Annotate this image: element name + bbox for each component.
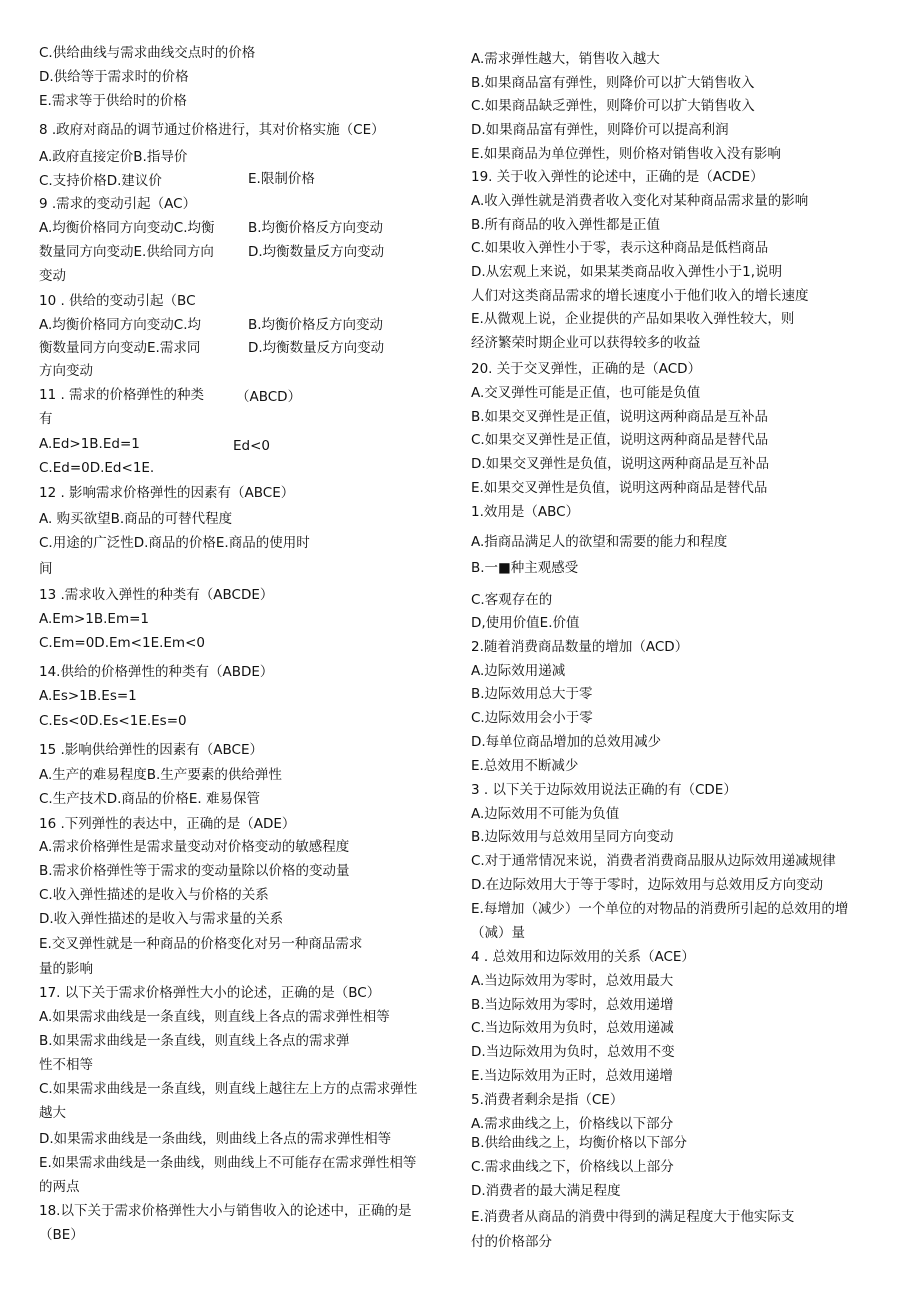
right-line-5: E.如果商品为单位弹性，则价格对销售收入没有影响 — [471, 146, 781, 162]
right-line-28: C.边际效用会小于零 — [471, 710, 593, 726]
right-line-30: E.总效用不断减少 — [471, 758, 579, 774]
right-line-2: B.如果商品富有弹性，则降价可以扩大销售收入 — [471, 75, 755, 91]
left-line-49: 性不相等 — [39, 1057, 93, 1073]
left-line-24: Ed<0 — [233, 438, 270, 454]
left-line-27: A. 购买欲望B.商品的可替代程度 — [39, 511, 233, 527]
left-line-42: C.收入弹性描述的是收入与价格的关系 — [39, 887, 269, 903]
right-line-24: D,使用价值E.价值 — [471, 615, 580, 631]
left-line-3: E.需求等于供给时的价格 — [39, 93, 187, 109]
right-line-31: 3 . 以下关于边际效用说法正确的有（CDE） — [471, 782, 737, 798]
right-line-21: A.指商品满足人的欲望和需要的能力和程度 — [471, 534, 728, 550]
right-line-19: E.如果交叉弹性是负值，说明这两种商品是替代品 — [471, 480, 768, 496]
left-line-51: 越大 — [39, 1105, 66, 1121]
left-line-28: C.用途的广泛性D.商品的价格E.商品的使用时 — [39, 535, 310, 551]
left-line-47: A.如果需求曲线是一条直线，则直线上各点的需求弹性相等 — [39, 1009, 390, 1025]
right-line-46: B.供给曲线之上，均衡价格以下部分 — [471, 1135, 688, 1151]
left-line-45: 量的影响 — [39, 961, 93, 977]
left-line-54: 的两点 — [39, 1179, 80, 1195]
left-line-32: C.Em=0D.Em<1E.Em<0 — [39, 635, 205, 651]
right-line-15: A.交叉弹性可能是正值，也可能是负值 — [471, 385, 701, 401]
left-line-14: 10 . 供给的变动引起（BC — [39, 293, 196, 309]
right-line-13: 经济繁荣时期企业可以获得较多的收益 — [471, 335, 701, 351]
right-line-45: A.需求曲线之上，价格线以下部分 — [471, 1116, 674, 1132]
left-line-16: B.均衡价格反方向变动 — [248, 317, 384, 333]
left-line-12: D.均衡数量反方向变动 — [248, 244, 385, 260]
right-line-6: 19. 关于收入弹性的论述中，正确的是（ACDE） — [471, 169, 764, 185]
right-line-35: D.在边际效用大于等于零时，边际效用与总效用反方向变动 — [471, 877, 824, 893]
left-line-37: A.生产的难易程度B.生产要素的供给弹性 — [39, 767, 282, 783]
left-line-35: C.Es<0D.Es<1E.Es=0 — [39, 713, 187, 729]
left-line-46: 17. 以下关于需求价格弹性大小的论述，正确的是（BC） — [39, 985, 381, 1001]
left-line-2: D.供给等于需求时的价格 — [39, 69, 189, 85]
right-line-39: A.当边际效用为零时，总效用最大 — [471, 973, 674, 989]
right-line-33: B.边际效用与总效用呈同方向变动 — [471, 829, 674, 845]
left-line-18: D.均衡数量反方向变动 — [248, 340, 385, 356]
left-line-1: C.供给曲线与需求曲线交点时的价格 — [39, 45, 256, 61]
left-line-33: 14.供给的价格弹性的种类有（ABDE） — [39, 664, 274, 680]
right-line-49: E.消费者从商品的消费中得到的满足程度大于他实际支 — [471, 1209, 795, 1225]
left-line-40: A.需求价格弹性是需求量变动对价格变动的敏感程度 — [39, 839, 350, 855]
right-line-14: 20. 关于交叉弹性，正确的是（ACD） — [471, 361, 702, 377]
right-line-48: D.消费者的最大满足程度 — [471, 1183, 621, 1199]
left-line-6: C.支持价格D.建议价 — [39, 173, 162, 189]
right-line-16: B.如果交叉弹性是正值，说明这两种商品是互补品 — [471, 409, 769, 425]
right-line-4: D.如果商品富有弹性，则降价可以提高利润 — [471, 122, 729, 138]
right-line-32: A.边际效用不可能为负值 — [471, 806, 620, 822]
left-line-25: C.Ed=0D.Ed<1E. — [39, 460, 155, 476]
right-line-12: E.从微观上说，企业提供的产品如果收入弹性较大，则 — [471, 311, 795, 327]
right-line-9: C.如果收入弹性小于零，表示这种商品是低档商品 — [471, 240, 769, 256]
left-line-4: 8 .政府对商品的调节通过价格进行，其对价格实施（CE） — [39, 122, 385, 138]
right-line-29: D.每单位商品增加的总效用减少 — [471, 734, 662, 750]
right-line-23: C.客观存在的 — [471, 592, 553, 608]
left-line-50: C.如果需求曲线是一条直线，则直线上越往左上方的点需求弹性 — [39, 1081, 418, 1097]
left-line-9: A.均衡价格同方向变动C.均衡 — [39, 220, 215, 236]
right-line-10: D.从宏观上来说，如果某类商品收入弹性小于1,说明 — [471, 264, 783, 280]
left-line-22: 有 — [39, 411, 53, 427]
right-line-47: C.需求曲线之下，价格线以上部分 — [471, 1159, 674, 1175]
right-line-34: C.对于通常情况来说，消费者消费商品服从边际效用递减规律 — [471, 853, 836, 869]
right-line-3: C.如果商品缺乏弹性，则降价可以扩大销售收入 — [471, 98, 755, 114]
right-line-37: （减）量 — [471, 925, 525, 941]
right-line-8: B.所有商品的收入弹性都是正值 — [471, 217, 661, 233]
right-line-27: B.边际效用总大于零 — [471, 686, 593, 702]
right-line-40: B.当边际效用为零时，总效用递增 — [471, 997, 674, 1013]
right-line-18: D.如果交叉弹性是负值，说明这两种商品是互补品 — [471, 456, 770, 472]
left-line-39: 16 .下列弹性的表达中，正确的是（ADE） — [39, 816, 296, 832]
right-line-20: 1.效用是（ABC） — [471, 504, 580, 520]
left-line-15: A.均衡价格同方向变动C.均 — [39, 317, 202, 333]
left-line-23: A.Ed>1B.Ed=1 — [39, 436, 140, 452]
left-line-17: 衡数量同方向变动E.需求同 — [39, 340, 201, 356]
right-line-25: 2.随着消费商品数量的增加（ACD） — [471, 639, 689, 655]
left-line-41: B.需求价格弹性等于需求的变动量除以价格的变动量 — [39, 863, 350, 879]
left-line-29: 间 — [39, 561, 53, 577]
left-line-8: 9 .需求的变动引起（AC） — [39, 196, 197, 212]
right-line-7: A.收入弹性就是消费者收入变化对某种商品需求量的影响 — [471, 193, 809, 209]
left-line-31: A.Em>1B.Em=1 — [39, 611, 150, 627]
left-line-38: C.生产技术D.商品的价格E. 难易保管 — [39, 791, 261, 807]
right-line-41: C.当边际效用为负时，总效用递减 — [471, 1020, 674, 1036]
left-line-26: 12 . 影响需求价格弹性的因素有（ABCE） — [39, 485, 295, 501]
right-line-42: D.当边际效用为负时，总效用不变 — [471, 1044, 675, 1060]
left-line-11: 数量同方向变动E.供给同方向 — [39, 244, 214, 260]
left-line-7: E.限制价格 — [248, 171, 315, 187]
left-line-34: A.Es>1B.Es=1 — [39, 688, 137, 704]
right-line-44: 5.消费者剩余是指（CE） — [471, 1092, 624, 1108]
left-line-20: 11 . 需求的价格弹性的种类 — [39, 387, 205, 403]
right-line-1: A.需求弹性越大，销售收入越大 — [471, 51, 660, 67]
left-line-43: D.收入弹性描述的是收入与需求量的关系 — [39, 911, 284, 927]
left-line-55: 18.以下关于需求价格弹性大小与销售收入的论述中，正确的是 — [39, 1203, 412, 1219]
right-line-50: 付的价格部分 — [471, 1234, 552, 1250]
left-line-44: E.交叉弹性就是一种商品的价格变化对另一种商品需求 — [39, 936, 363, 952]
right-line-43: E.当边际效用为正时，总效用递增 — [471, 1068, 673, 1084]
left-line-21: （ABCD） — [236, 389, 302, 405]
left-line-13: 变动 — [39, 268, 66, 284]
left-line-36: 15 .影响供给弹性的因素有（ABCE） — [39, 742, 263, 758]
left-line-56: （BE） — [39, 1227, 84, 1243]
left-line-53: E.如果需求曲线是一条曲线，则曲线上不可能存在需求弹性相等 — [39, 1155, 417, 1171]
right-line-11: 人们对这类商品需求的增长速度小于他们收入的增长速度 — [471, 288, 809, 304]
right-line-38: 4 . 总效用和边际效用的关系（ACE） — [471, 949, 695, 965]
left-line-52: D.如果需求曲线是一条曲线，则曲线上各点的需求弹性相等 — [39, 1131, 392, 1147]
right-line-36: E.每增加（减少）一个单位的对物品的消费所引起的总效用的增 — [471, 901, 849, 917]
left-line-30: 13 .需求收入弹性的种类有（ABCDE） — [39, 587, 274, 603]
left-line-10: B.均衡价格反方向变动 — [248, 220, 384, 236]
right-line-17: C.如果交叉弹性是正值，说明这两种商品是替代品 — [471, 432, 769, 448]
left-line-48: B.如果需求曲线是一条直线，则直线上各点的需求弹 — [39, 1033, 350, 1049]
right-line-26: A.边际效用递减 — [471, 663, 566, 679]
left-line-19: 方向变动 — [39, 363, 93, 379]
right-line-22: B.一■种主观感受 — [471, 560, 579, 576]
left-line-5: A.政府直接定价B.指导价 — [39, 149, 188, 165]
